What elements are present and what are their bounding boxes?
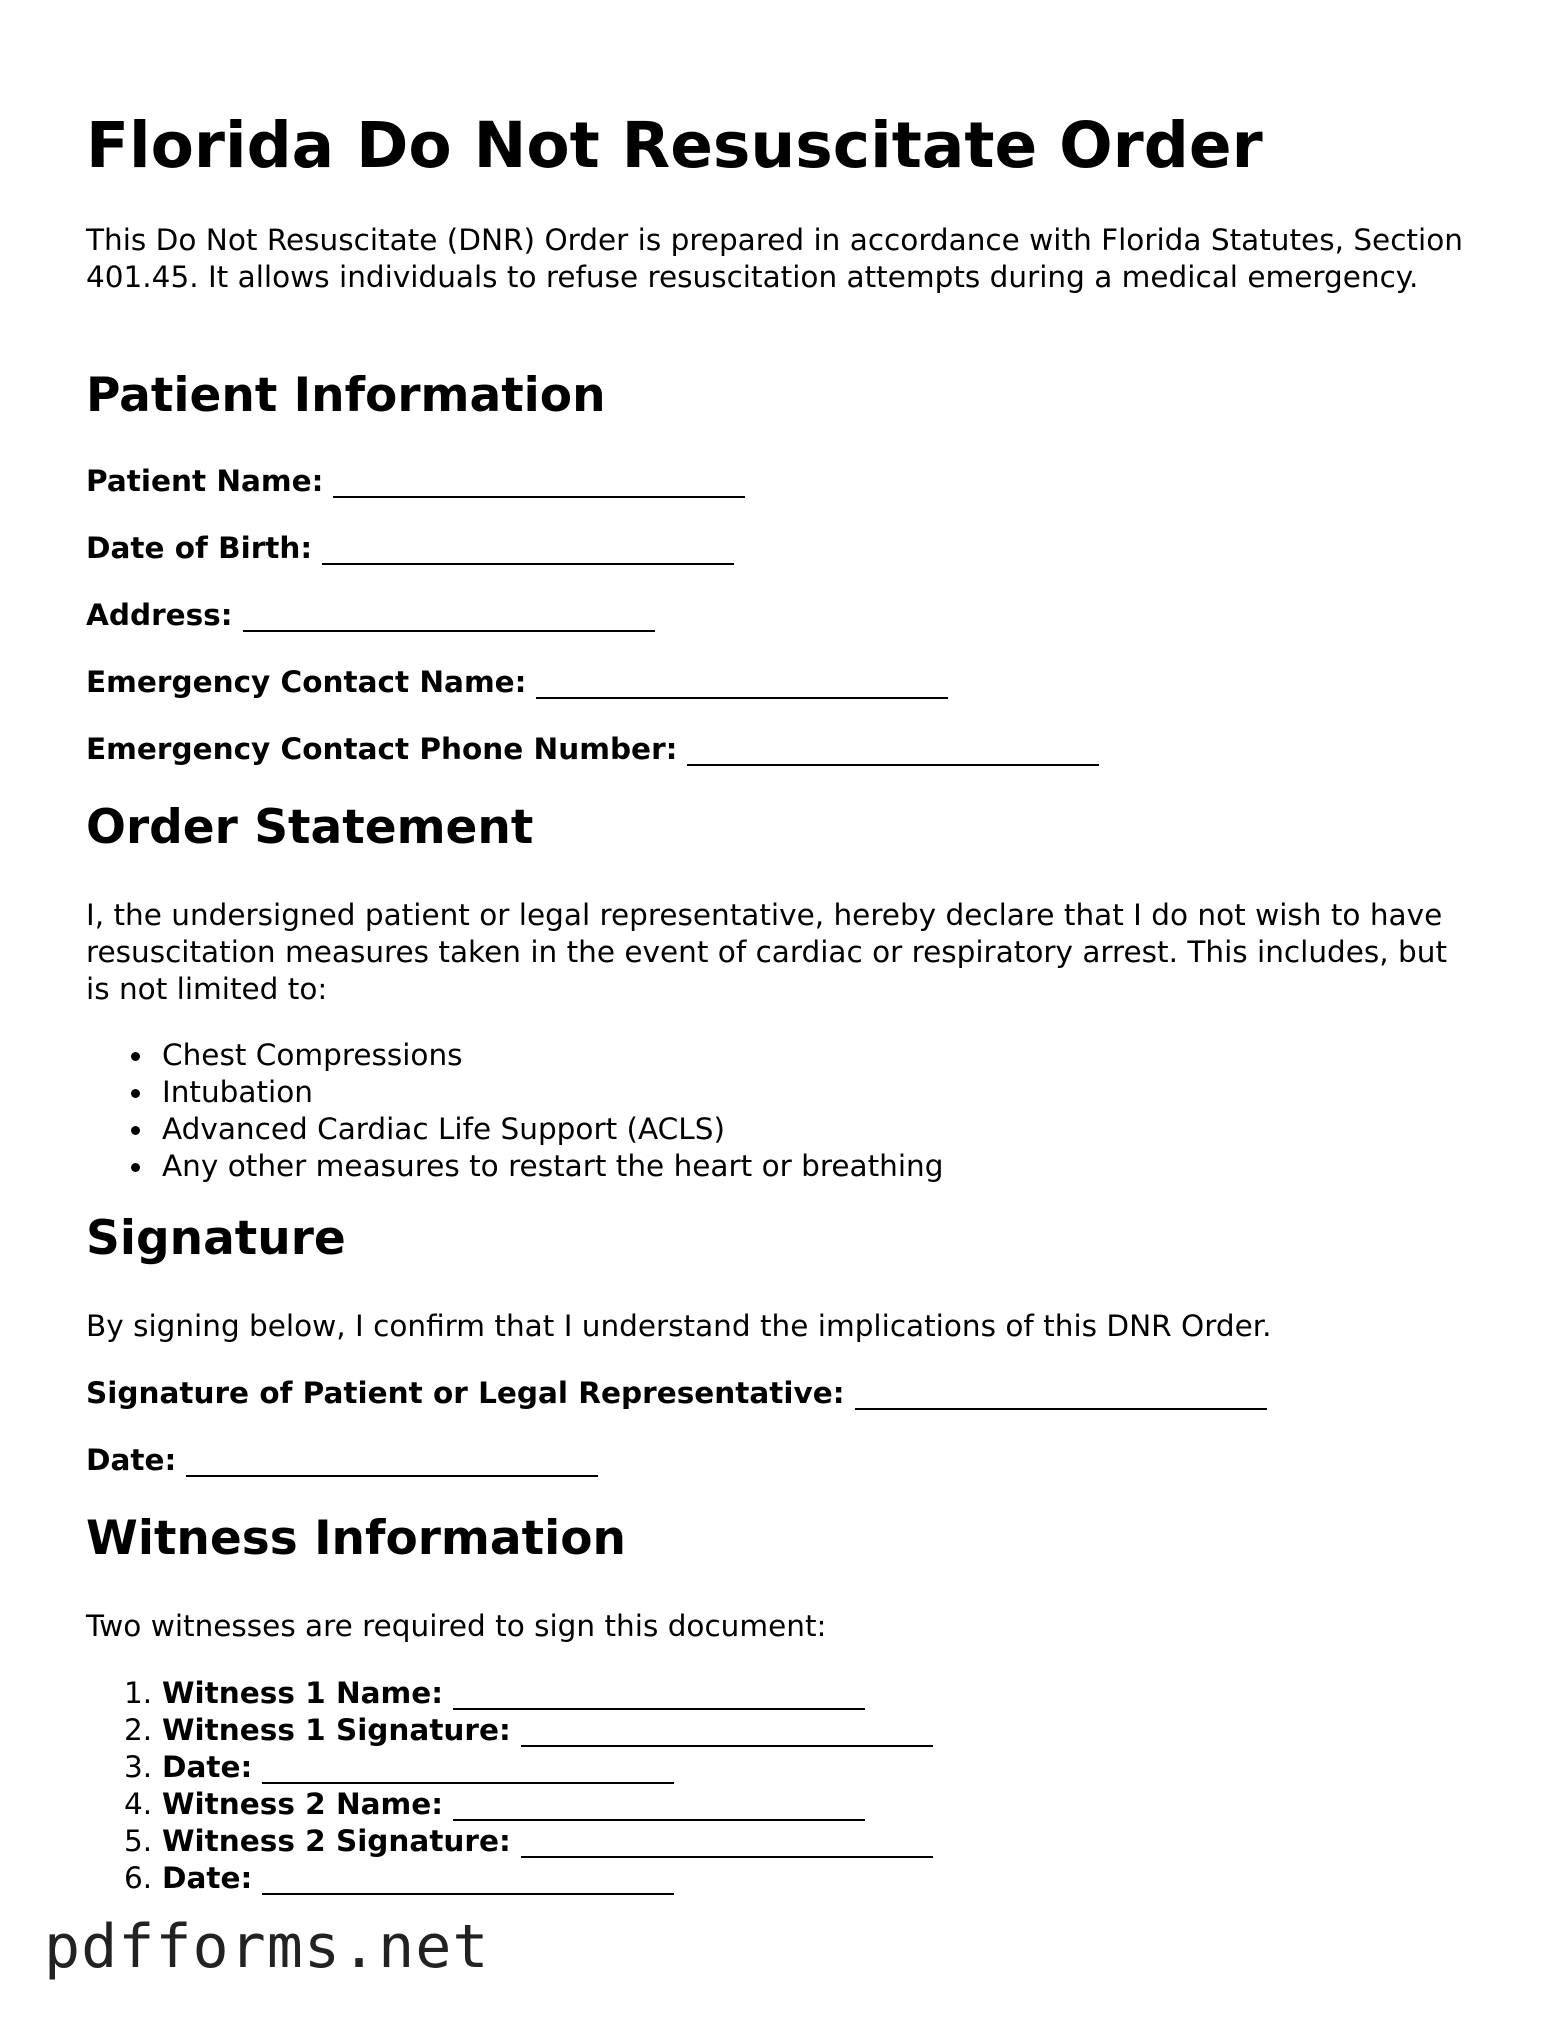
witness-2-date-item [86,1860,933,1897]
witness-label: Witness 2 Name: [162,1787,444,1821]
patient-signature-field [86,1375,1267,1412]
list-number: 2. [124,1713,153,1747]
list-item-text: Any other measures to restart the heart or breathing [162,1149,944,1183]
witness-label: Witness 2 Signature: [162,1824,511,1858]
resuscitation-measures-list [86,1037,943,1185]
witness-1-name-item [86,1675,933,1712]
field-label: Address: [86,598,233,632]
patient-name-field [86,463,745,500]
witness-1-name-line[interactable] [453,1708,865,1710]
witness-1-signature-line[interactable] [521,1745,933,1747]
witness-1-date-item [86,1749,933,1786]
signature-date-line[interactable] [186,1475,598,1477]
field-label: Emergency Contact Name: [86,665,527,699]
document-title: Florida Do Not Resuscitate Order [86,109,1263,182]
witness-information-heading: Witness Information [86,1511,626,1566]
patient-signature-line[interactable] [855,1408,1267,1410]
field-label: Date: [86,1443,177,1477]
witness-2-date-line[interactable] [262,1893,674,1895]
signature-heading: Signature [86,1211,346,1266]
address-field [86,597,655,634]
emergency-contact-name-field [86,664,948,701]
intro-paragraph: This Do Not Resuscitate (DNR) Order is prepared in accordance with Florida Statutes, Section 401.45. It allows individuals to refuse resuscitation attempts during a medical emergency. [86,223,1463,294]
list-item [86,1074,943,1111]
emergency-contact-phone-field [86,731,1099,768]
list-number: 5. [124,1824,153,1858]
witness-2-name-item [86,1786,933,1823]
list-item-text: Advanced Cardiac Life Support (ACLS) [162,1112,725,1146]
emergency-contact-name-line[interactable] [536,697,948,699]
field-label: Date of Birth: [86,531,313,565]
list-number: 1. [124,1676,153,1710]
list-item-text: Chest Compressions [162,1038,463,1072]
bullet-icon [131,1126,140,1135]
signature-paragraph: By signing below, I confirm that I understand the implications of this DNR Order. [86,1309,1272,1343]
emergency-contact-phone-line[interactable] [687,764,1099,766]
list-number: 6. [124,1861,153,1895]
witness-1-signature-item [86,1712,933,1749]
witness-2-signature-line[interactable] [521,1856,933,1858]
witness-label: Date: [162,1750,253,1784]
witness-paragraph: Two witnesses are required to sign this document: [86,1609,827,1643]
date-of-birth-line[interactable] [322,563,734,565]
witness-2-name-line[interactable] [453,1819,865,1821]
witness-1-date-line[interactable] [262,1782,674,1784]
order-statement-paragraph: I, the undersigned patient or legal representative, hereby declare that I do not wish to have resuscitation measures taken in the event of cardiac or respiratory arrest. This includes, but is not limited to: [86,898,1448,1006]
bullet-icon [131,1052,140,1061]
list-number: 4. [124,1787,153,1821]
list-item [86,1148,943,1185]
patient-information-heading: Patient Information [86,368,606,423]
watermark-text: pdfforms.net [44,1912,490,1982]
witness-label: Witness 1 Name: [162,1676,444,1710]
field-label: Signature of Patient or Legal Representative: [86,1376,845,1410]
list-item [86,1111,943,1148]
witness-label: Witness 1 Signature: [162,1713,511,1747]
date-of-birth-field [86,530,734,567]
list-item-text: Intubation [162,1075,313,1109]
field-label: Patient Name: [86,464,324,498]
witness-label: Date: [162,1861,253,1895]
bullet-icon [131,1089,140,1098]
patient-name-line[interactable] [333,496,745,498]
field-label: Emergency Contact Phone Number: [86,732,678,766]
witness-list [86,1675,933,1897]
signature-date-field [86,1442,598,1479]
list-item [86,1037,943,1074]
address-line[interactable] [243,630,655,632]
witness-2-signature-item [86,1823,933,1860]
list-number: 3. [124,1750,153,1784]
bullet-icon [131,1163,140,1172]
order-statement-heading: Order Statement [86,800,534,855]
